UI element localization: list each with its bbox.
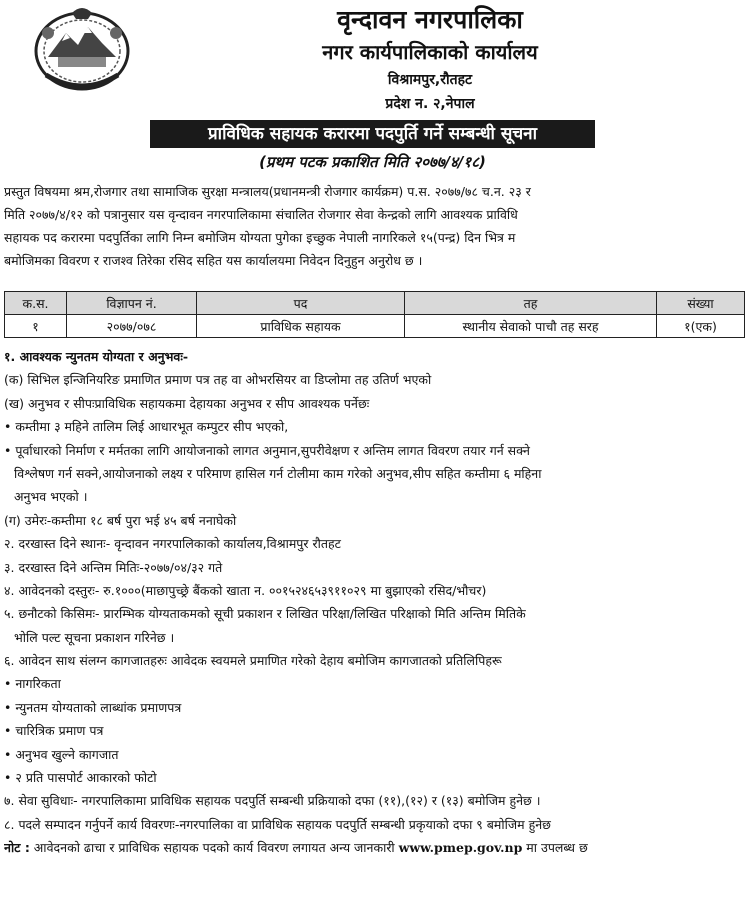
section-fee: ४. आवेदनको दस्तुरः- रु.१०००(माछापुच्छ्रे बैंकको खाता न. ००१५२४६५३९११०२९ मा बुझाएको रसिद/भौचर) — [4, 582, 487, 598]
section-application-place: २. दरखास्त दिने स्थानः- वृन्दावन नगरपालिकाको कार्यालय,विश्रामपुर रौतहट — [4, 536, 341, 552]
note-line — [4, 836, 746, 859]
section-facilities: ७. सेवा सुविधाः- नगरपालिकामा प्राविधिक सहायक पदपुर्ति सम्बन्धी प्रक्रियाको दफा (११),(१२) र (१३) बमोजिम हुनेछ । — [4, 793, 541, 809]
intro-line: बमोजिमका विवरण र राजश्व तिरेका रसिद सहित यस कार्यालयमा निवेदन दिनुहुन अनुरोध छ । — [4, 253, 423, 268]
notice-title: प्राविधिक सहायक करारमा पदपुर्ति गर्ने सम्बन्धी सूचना — [150, 120, 595, 148]
cell-ad-number: २०७७/०७८ — [67, 315, 197, 338]
note-text: आवेदनको ढाचा र प्राविधिक सहायक पदको कार्य विवरण लगायत अन्य जानकारी — [29, 840, 399, 856]
col-level: तह — [405, 292, 657, 315]
publication-date: (प्रथम पटक प्रकाशित मिति २०७७/४/१८) — [259, 153, 486, 171]
cell-count: १(एक) — [657, 315, 745, 338]
section-selection-continued: भोलि पल्ट सूचना प्रकाशन गरिनेछ । — [14, 629, 175, 645]
office-name: नगर कार्यपालिकाको कार्यालय — [322, 40, 538, 64]
note-tail: मा उपलब्ध छ — [522, 840, 588, 856]
col-count: संख्या — [657, 292, 745, 315]
list-item: • न्युनतम योग्यताको लाब्धांक प्रमाणपत्र — [4, 696, 746, 719]
table-header-row — [5, 292, 745, 315]
notice-body — [4, 345, 746, 860]
intro-line: प्रस्तुत विषयमा श्रम,रोजगार तथा सामाजिक सुरक्षा मन्त्रालय(प्रधानमन्त्री रोजगार कार्यक्रम) प.स. २०७७/७८ च.न. २३ र — [4, 184, 531, 199]
col-post: पद — [197, 292, 405, 315]
cell-post: प्राविधिक सहायक — [197, 315, 405, 338]
list-item: • पूर्वाधारको निर्माण र मर्मतका लागि आयोजनाको लागत अनुमान,सुपरीवेक्षण र अन्तिम लागत विवरण तयार गर्न सक्ने — [4, 439, 746, 462]
intro-line: मिति २०७७/४/१२ को पत्रानुसार यस वृन्दावन नगरपालिकामा संचालित रोजगार सेवा केन्द्रको लागि आवश्यक प्राविधि — [4, 207, 518, 222]
item-ka: (क) सिभिल इन्जिनियरिङ प्रमाणित प्रमाण पत्र तह वा ओभरसियर वा डिप्लोमा तह उतिर्ण भएको — [4, 372, 432, 388]
col-serial: क.स. — [5, 292, 67, 315]
item-ga: (ग) उमेरः-कम्तीमा १८ बर्ष पुरा भई ४५ बर्ष ननाघेको — [4, 512, 237, 528]
note-label: नोट : — [4, 840, 30, 856]
item-kha: (ख) अनुभव र सीपःप्राविधिक सहायकमा देहायका अनुभव र सीप आवश्यक पर्नेछः — [4, 395, 370, 411]
municipality-name: वृन्दावन नगरपालिका — [337, 5, 523, 34]
list-item: • कम्तीमा ३ महिने तालिम लिई आधारभूत कम्पुटर सीप भएको, — [4, 415, 746, 438]
intro-paragraph — [4, 180, 746, 272]
cell-serial: १ — [5, 315, 67, 338]
section-documents: ६. आवेदन साथ संलग्न कागजातहरुः आवेदक स्वयमले प्रमाणित गरेको देहाय बमोजिम कागजातको प्रतिलिपिहरू — [4, 653, 502, 669]
cell-level: स्थानीय सेवाको पाचौ तह सरह — [405, 315, 657, 338]
col-ad-number: विज्ञापन नं. — [67, 292, 197, 315]
intro-line: सहायक पद करारमा पदपुर्तिका लागि निम्न बमोजिम योग्यता पुगेका इच्छुक नेपाली नागरिकले १५(पन्द्र) दिन भित्र म — [4, 230, 516, 245]
list-item: • २ प्रति पासपोर्ट आकारको फोटो — [4, 766, 746, 789]
section-job-description: ८. पदले सम्पादन गर्नुपर्ने कार्य विवरणः-नगरपालिका वा प्राविधिक सहायक पदपुर्ति सम्बन्धी प्रकृयाको दफा ९ बमोजिम हुनेछ — [4, 816, 551, 832]
vacancy-table — [4, 291, 745, 338]
list-item-continued: अनुभव भएको । — [14, 489, 88, 505]
list-item-continued: विश्लेषण गर्न सक्ने,आयोजनाको लक्ष्य र परिमाण हासिल गर्न टोलीमा काम गरेको अनुभव,सीप सहित कम्तीमा ६ महिना — [14, 465, 542, 481]
office-address: विश्रामपुर,रौतहट — [387, 72, 473, 88]
list-item: • चारित्रिक प्रमाण पत्र — [4, 719, 746, 742]
section-deadline: ३. दरखास्त दिने अन्तिम मितिः-२०७७/०४/३२ गते — [4, 559, 223, 575]
section-qualification: १. आवश्यक न्युनतम योग्यता र अनुभवः- — [4, 349, 189, 364]
province-name: प्रदेश न. २,नेपाल — [385, 96, 475, 112]
list-item: • अनुभव खुल्ने कागजात — [4, 743, 746, 766]
website-link[interactable]: www.pmep.gov.np — [398, 840, 523, 856]
nepal-emblem-icon — [28, 5, 136, 93]
list-item: • नागरिकता — [4, 672, 746, 695]
table-row — [5, 315, 745, 338]
section-selection: ५. छनौटको किसिमः- प्रारम्भिक योग्यताकमको सूची प्रकाशन र लिखित परिक्षा/लिखित परिक्षाको मिति अन्तिम मितिके — [4, 606, 526, 622]
